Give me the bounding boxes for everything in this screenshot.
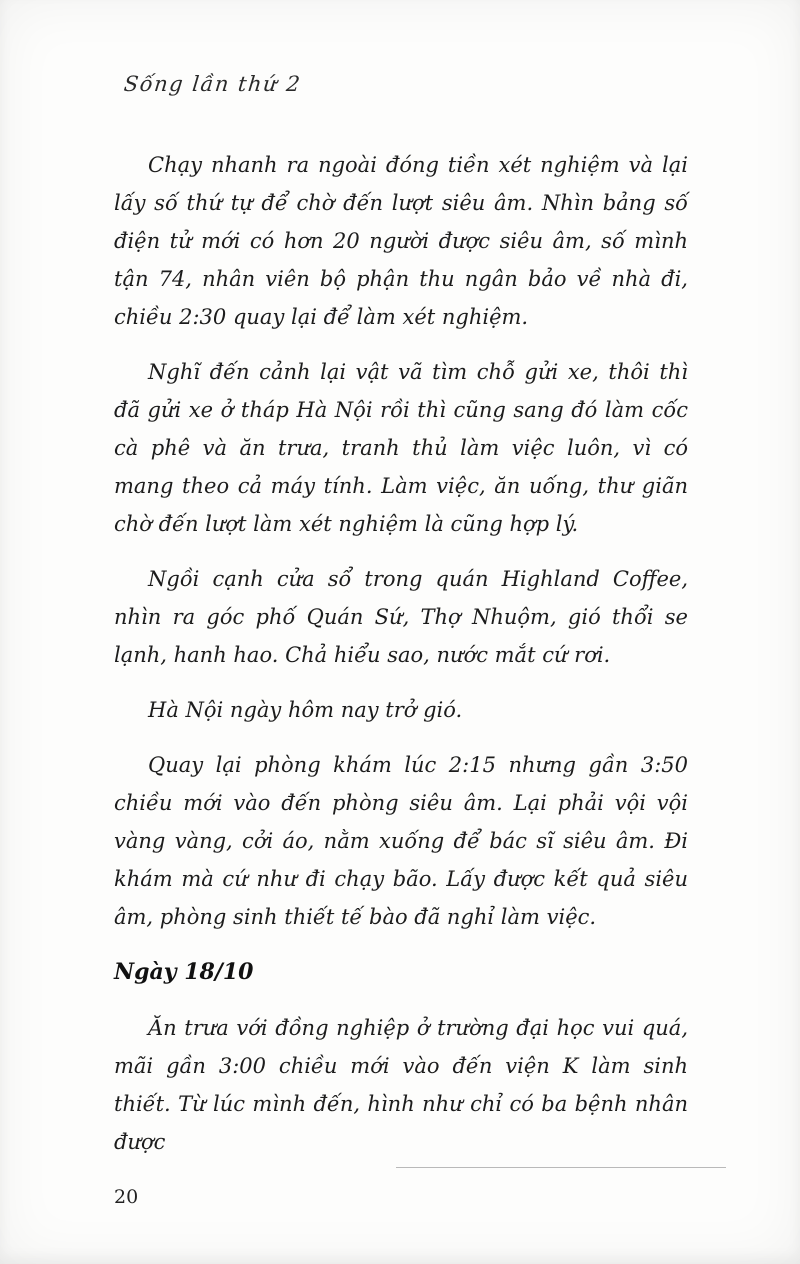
paragraph: Chạy nhanh ra ngoài đóng tiền xét nghiệm và lại lấy số thứ tự để chờ đến lượt siêu âm. Nhìn bảng số điện tử mới có hơn 20 người được siêu âm, số mình tận 74, nhân viên bộ phận thu ngân bảo về nhà đi, chiều 2:30 quay lại để làm xét nghiệm. <box>114 153 688 329</box>
paragraph: Nghĩ đến cảnh lại vật vã tìm chỗ gửi xe, thôi thì đã gửi xe ở tháp Hà Nội rồi thì cũng sang đó làm cốc cà phê và ăn trưa, tranh thủ làm việc luôn, vì có mang theo cả máy tính. Làm việc, ăn uống, thư giãn chờ đến lượt làm xét nghiệm là cũng hợp lý. <box>114 360 688 536</box>
running-header-book-title: Sống lần thứ 2 <box>122 72 303 96</box>
paragraph: Ăn trưa với đồng nghiệp ở trường đại học vui quá, mãi gần 3:00 chiều mới vào đến viện K làm sinh thiết. Từ lúc mình đến, hình như chỉ có ba bệnh nhân được <box>114 1016 688 1154</box>
paragraph: Ngồi cạnh cửa sổ trong quán Highland Coffee, nhìn ra góc phố Quán Sứ, Thợ Nhuộm, gió thổi se lạnh, hanh hao. Chả hiểu sao, nước mắt cứ rơi. <box>114 567 688 667</box>
page-number: 20 <box>114 1186 139 1208</box>
page-content <box>114 146 688 1161</box>
paragraph: Hà Nội ngày hôm nay trở gió. <box>148 698 463 722</box>
paragraph: Quay lại phòng khám lúc 2:15 nhưng gần 3:50 chiều mới vào đến phòng siêu âm. Lại phải vội vội vàng vàng, cởi áo, nằm xuống để bác sĩ siêu âm. Đi khám mà cứ như đi chạy bão. Lấy được kết quả siêu âm, phòng sinh thiết tế bào đã nghỉ làm việc. <box>114 753 688 929</box>
section-heading: Ngày 18/10 <box>114 959 254 985</box>
footer-divider <box>396 1167 726 1168</box>
